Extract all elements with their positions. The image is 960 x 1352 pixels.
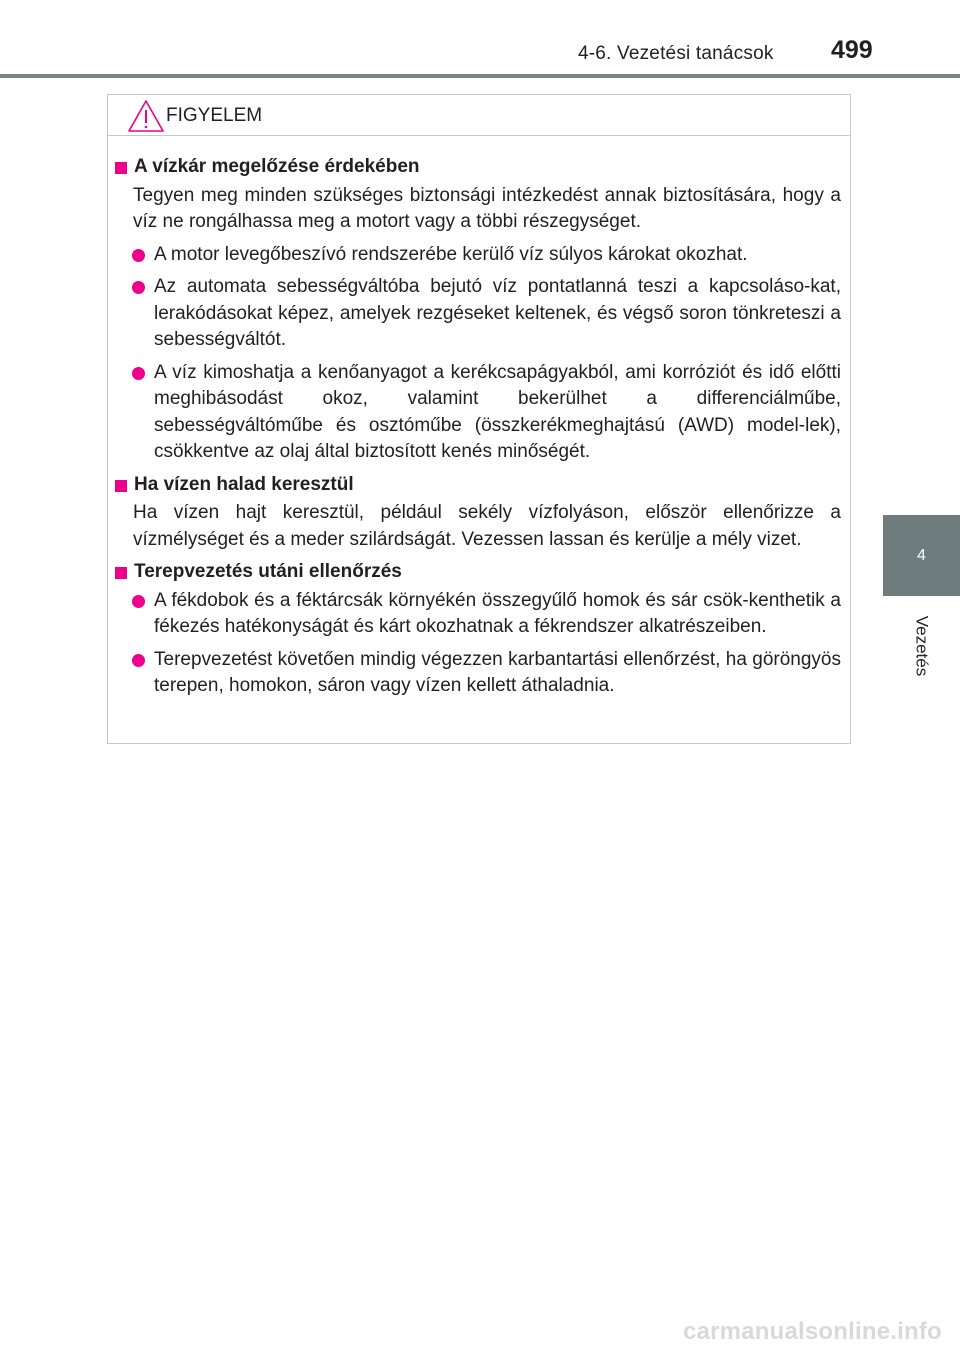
list-item-text: A fékdobok és a féktárcsák környékén összegyűlő homok és sár csök-kenthetik a fékezés hatékonyságát és kárt okozhatnak a fékrendszer alkatrészeiben. <box>154 589 841 637</box>
warning-body <box>108 136 850 700</box>
section-heading <box>115 559 841 586</box>
chapter-tab-label <box>883 596 960 696</box>
list-item-text: Terepvezetést követően mindig végezzen karbantartási ellenőrzést, ha göröngyös terepen, homokon, sáron vagy vízen kellett áthaladnia. <box>154 648 841 696</box>
round-bullet-icon <box>132 595 145 608</box>
warning-title: FIGYELEM <box>166 105 263 126</box>
section-paragraph: Tegyen meg minden szükséges biztonsági intézkedést annak biztosítására, hogy a víz ne rongálhassa meg a motort vagy a többi részegységet. <box>133 184 841 232</box>
list-item <box>132 588 841 641</box>
chapter-tab-title: Vezetés <box>912 615 932 677</box>
page-number: 499 <box>831 36 873 64</box>
square-bullet-icon <box>115 567 127 579</box>
watermark: carmanualsonline.info <box>683 1318 942 1345</box>
header-section-title: 4-6. Vezetési tanácsok <box>578 43 774 64</box>
section-heading-text: Terepvezetés utáni ellenőrzés <box>134 561 402 582</box>
square-bullet-icon <box>115 162 127 174</box>
list-item <box>132 242 841 269</box>
list-item <box>132 274 841 354</box>
list-item-text: A motor levegőbeszívó rendszerébe kerülő víz súlyos károkat okozhat. <box>154 243 748 265</box>
section-heading <box>115 154 841 181</box>
square-bullet-icon <box>115 480 127 492</box>
list-item <box>132 647 841 700</box>
header-rule <box>0 74 960 78</box>
warning-triangle-icon <box>127 99 165 133</box>
round-bullet-icon <box>132 367 145 380</box>
list-item <box>132 360 841 466</box>
section-heading-text: A vízkár megelőzése érdekében <box>134 156 420 177</box>
list-item-text: Az automata sebességváltóba bejutó víz pontatlanná teszi a kapcsoláso-kat, lerakódásokat képez, amelyek rezgéseket keltenek, és végső soron tönkreteszi a sebességváltót. <box>154 276 841 350</box>
warning-header <box>108 95 850 136</box>
section-paragraph: Ha vízen hajt keresztül, például sekély vízfolyáson, először ellenőrizze a vízmélységet és a meder szilárdságát. Vezessen lassan és kerülje a mély vizet. <box>133 502 841 550</box>
chapter-tab-number: 4 <box>883 515 960 596</box>
round-bullet-icon <box>132 654 145 667</box>
list-item-text: A víz kimoshatja a kenőanyagot a kerékcsapágyakból, ami korróziót és idő előtti meghibásodást okoz, valamint bekerülhet a differenciálműbe, sebességváltóműbe és osztóműbe (összkerékmeghajtású (AWD) model-lek), csökkentve az olaj által biztosított kenés minőségét. <box>154 361 841 462</box>
warning-box <box>107 94 851 744</box>
section-heading <box>115 472 841 499</box>
round-bullet-icon <box>132 249 145 262</box>
round-bullet-icon <box>132 281 145 294</box>
section-heading-text: Ha vízen halad keresztül <box>134 473 354 495</box>
